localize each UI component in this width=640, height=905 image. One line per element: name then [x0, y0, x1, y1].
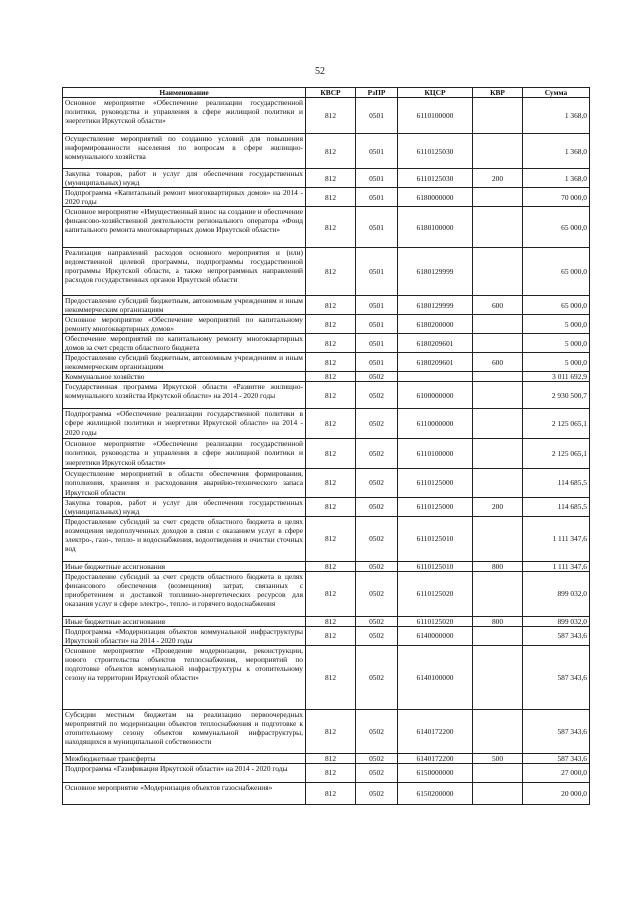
table-header-row: [63, 88, 590, 98]
cell-name: Осуществление мероприятий в области обеспечения формирования, пополнения, хранения и расходования аварийно-технического запаса Иркутской области: [63, 469, 306, 497]
cell-rzpr: 0502: [356, 709, 398, 753]
cell-kvsr: 812: [306, 353, 356, 372]
cell-name: Коммунальное хозяйство: [63, 372, 306, 382]
cell-rzpr: 0502: [356, 782, 398, 804]
cell-kcsr: 6150000000: [398, 763, 473, 782]
cell-sum: 2 125 065,1: [523, 409, 590, 439]
cell-sum: 3 011 692,9: [523, 372, 590, 382]
cell-sum: 1 368,0: [523, 134, 590, 169]
table-row: [63, 98, 590, 134]
cell-kvr: [473, 372, 523, 382]
cell-kvsr: 812: [306, 561, 356, 571]
cell-rzpr: 0502: [356, 409, 398, 439]
cell-name: Предоставление субсидий бюджетным, автономным учреждениям и иным некоммерческим организациям: [63, 353, 306, 372]
cell-name: Основное мероприятие «Проведение модернизации, реконструкции, нового строительства объектов теплоснабжения, мероприятий по подготовке объектов коммунальной инфраструктуры к отопительному сезону на территории Иркутской области»: [63, 645, 306, 709]
cell-kvr: [473, 382, 523, 409]
cell-kcsr: 6180129999: [398, 296, 473, 315]
cell-name: Основное мероприятие «Имущественный взнос на создание и обеспечение финансово-хозяйственной деятельности регионального оператора «Фонд капитального ремонта многоквартирных домов Иркутской области»: [63, 207, 306, 248]
header-kvr: КВР: [473, 88, 523, 98]
cell-kvsr: 812: [306, 207, 356, 248]
cell-rzpr: 0501: [356, 296, 398, 315]
cell-sum: 587 343,6: [523, 709, 590, 753]
cell-kcsr: 6110125020: [398, 616, 473, 626]
cell-sum: 1 111 347,6: [523, 516, 590, 561]
cell-kcsr: 6180209601: [398, 353, 473, 372]
cell-kvsr: 812: [306, 497, 356, 516]
cell-rzpr: 0501: [356, 98, 398, 134]
cell-name: Основное мероприятие «Модернизация объектов газоснабжения»: [63, 782, 306, 804]
table-row: [63, 334, 590, 353]
cell-rzpr: 0501: [356, 134, 398, 169]
cell-kcsr: 6110100000: [398, 439, 473, 469]
header-kcsr: КЦСР: [398, 88, 473, 98]
cell-sum: 587 343,6: [523, 645, 590, 709]
cell-kvr: [473, 134, 523, 169]
cell-sum: 70 000,0: [523, 188, 590, 207]
cell-kvr: [473, 469, 523, 497]
cell-kvr: 800: [473, 561, 523, 571]
cell-rzpr: 0502: [356, 571, 398, 616]
table-row: [63, 169, 590, 188]
cell-sum: 5 000,0: [523, 315, 590, 334]
cell-rzpr: 0502: [356, 469, 398, 497]
header-rzpr: РзПР: [356, 88, 398, 98]
cell-kvr: [473, 409, 523, 439]
cell-kcsr: 6110125010: [398, 561, 473, 571]
cell-kvr: [473, 98, 523, 134]
table-row: [63, 753, 590, 763]
table-row: [63, 709, 590, 753]
cell-rzpr: 0502: [356, 561, 398, 571]
table-row: [63, 469, 590, 497]
table-row: [63, 561, 590, 571]
cell-rzpr: 0502: [356, 439, 398, 469]
table-row: [63, 188, 590, 207]
cell-kvsr: 812: [306, 98, 356, 134]
cell-kvsr: 812: [306, 188, 356, 207]
table-row: [63, 763, 590, 782]
cell-name: Основное мероприятие «Обеспечение мероприятий по капитальному ремонту многоквартирных домов»: [63, 315, 306, 334]
cell-sum: 587 343,6: [523, 626, 590, 645]
cell-kvsr: 812: [306, 626, 356, 645]
cell-kvsr: 812: [306, 372, 356, 382]
cell-name: Предоставление субсидий бюджетным, автономным учреждениям и иным некоммерческим организациям: [63, 296, 306, 315]
cell-kcsr: 6110125000: [398, 469, 473, 497]
cell-sum: 899 032,0: [523, 616, 590, 626]
cell-rzpr: 0501: [356, 188, 398, 207]
cell-kvsr: 812: [306, 334, 356, 353]
cell-kvr: 600: [473, 296, 523, 315]
table-row: [63, 497, 590, 516]
cell-name: Основное мероприятие «Обеспечение реализации государственной политики, руководства и управления в сфере жилищной политики и энергетики Иркутской области»: [63, 98, 306, 134]
cell-kcsr: 6110125030: [398, 169, 473, 188]
cell-kvsr: 812: [306, 439, 356, 469]
table-row: [63, 353, 590, 372]
cell-name: Реализация направлений расходов основного мероприятия и (или) ведомственной целевой программы, подпрограммы государственной программы Иркутской области, а также непрограммных направлений расходов государственных органов Иркутской области: [63, 248, 306, 296]
cell-kcsr: 6180100000: [398, 207, 473, 248]
cell-kcsr: 6110125010: [398, 516, 473, 561]
cell-rzpr: 0502: [356, 372, 398, 382]
cell-rzpr: 0501: [356, 334, 398, 353]
cell-rzpr: 0502: [356, 753, 398, 763]
budget-table: [62, 87, 590, 805]
cell-kcsr: 6180129999: [398, 248, 473, 296]
cell-kvsr: 812: [306, 709, 356, 753]
cell-kvr: [473, 334, 523, 353]
cell-name: Иные бюджетные ассигнования: [63, 561, 306, 571]
cell-name: Осуществление мероприятий по созданию условий для повышения информированности населения по вопросам в сфере жилищно-коммунального хозяйства: [63, 134, 306, 169]
table-row: [63, 134, 590, 169]
cell-kvr: [473, 207, 523, 248]
cell-kcsr: 6110125020: [398, 571, 473, 616]
cell-sum: 114 685,5: [523, 497, 590, 516]
cell-name: Иные бюджетные ассигнования: [63, 616, 306, 626]
cell-rzpr: 0502: [356, 516, 398, 561]
cell-kvr: [473, 248, 523, 296]
cell-sum: 20 000,0: [523, 782, 590, 804]
cell-kvr: [473, 188, 523, 207]
cell-kvsr: 812: [306, 645, 356, 709]
cell-name: Государственная программа Иркутской области «Развитие жилищно-коммунального хозяйства Иркутской области» на 2014 - 2020 годы: [63, 382, 306, 409]
table-row: [63, 248, 590, 296]
cell-rzpr: 0502: [356, 626, 398, 645]
cell-name: Подпрограмма «Обеспечение реализации государственной политики в сфере жилищной политики и энергетики Иркутской области» на 2014 - 2020 годы: [63, 409, 306, 439]
cell-rzpr: 0502: [356, 645, 398, 709]
cell-kvsr: 812: [306, 409, 356, 439]
cell-kcsr: 6140000000: [398, 626, 473, 645]
cell-rzpr: 0501: [356, 353, 398, 372]
cell-name: Подпрограмма «Газификация Иркутской области» на 2014 - 2020 годы: [63, 763, 306, 782]
cell-kcsr: 6180200000: [398, 315, 473, 334]
cell-kcsr: 6150200000: [398, 782, 473, 804]
table-row: [63, 207, 590, 248]
cell-kvr: 200: [473, 497, 523, 516]
cell-rzpr: 0501: [356, 207, 398, 248]
cell-rzpr: 0501: [356, 248, 398, 296]
cell-kvr: 800: [473, 616, 523, 626]
cell-kvr: 600: [473, 353, 523, 372]
cell-kvr: 200: [473, 169, 523, 188]
cell-kvsr: 812: [306, 382, 356, 409]
page-number: 52: [315, 66, 325, 77]
cell-kvr: [473, 571, 523, 616]
cell-sum: 2 930 500,7: [523, 382, 590, 409]
cell-kcsr: [398, 372, 473, 382]
cell-kvsr: 812: [306, 516, 356, 561]
cell-sum: 1 111 347,6: [523, 561, 590, 571]
header-kvsr: КВСР: [306, 88, 356, 98]
cell-kcsr: 6100000000: [398, 382, 473, 409]
table-row: [63, 626, 590, 645]
table-row: [63, 571, 590, 616]
cell-kcsr: 6180209601: [398, 334, 473, 353]
table-row: [63, 616, 590, 626]
cell-sum: 114 685,5: [523, 469, 590, 497]
table-row: [63, 645, 590, 709]
cell-kvr: [473, 645, 523, 709]
cell-kcsr: 6140172200: [398, 753, 473, 763]
cell-sum: 5 000,0: [523, 353, 590, 372]
cell-sum: 5 000,0: [523, 334, 590, 353]
cell-kvr: [473, 626, 523, 645]
cell-sum: 587 343,6: [523, 753, 590, 763]
cell-name: Основное мероприятие «Обеспечение реализации государственной политики, руководства и управления в сфере жилищной политики и энергетики Иркутской области»: [63, 439, 306, 469]
cell-name: Предоставление субсидий за счет средств областного бюджета в целях возмещения недополученных доходов в связи с оказанием услуг в сфере электро-, газо-, тепло- и водоснабжения, водоотведения и очистки сточных вод: [63, 516, 306, 561]
cell-kcsr: 6110100000: [398, 98, 473, 134]
table-row: [63, 439, 590, 469]
cell-kvsr: 812: [306, 315, 356, 334]
cell-kvsr: 812: [306, 248, 356, 296]
cell-kvsr: 812: [306, 134, 356, 169]
header-sum: Сумма: [523, 88, 590, 98]
cell-kvsr: 812: [306, 782, 356, 804]
cell-sum: 27 000,0: [523, 763, 590, 782]
table-row: [63, 409, 590, 439]
cell-name: Подпрограмма «Капитальный ремонт многоквартирных домов» на 2014 - 2020 годы: [63, 188, 306, 207]
cell-kcsr: 6140100000: [398, 645, 473, 709]
cell-name: Субсидии местным бюджетам на реализацию первоочередных мероприятий по модернизации объектов теплоснабжения и подготовке к отопительному сезону объектов коммунальной инфраструктуры, находящихся в муниципальной собственности: [63, 709, 306, 753]
table-row: [63, 315, 590, 334]
table-row: [63, 516, 590, 561]
cell-rzpr: 0502: [356, 382, 398, 409]
cell-kvr: [473, 439, 523, 469]
cell-kvsr: 812: [306, 571, 356, 616]
header-name: Наименование: [63, 88, 306, 98]
cell-kcsr: 6110125030: [398, 134, 473, 169]
cell-sum: 1 368,0: [523, 98, 590, 134]
cell-sum: 65 000,0: [523, 248, 590, 296]
cell-rzpr: 0502: [356, 763, 398, 782]
cell-sum: 65 000,0: [523, 296, 590, 315]
cell-kcsr: 6140172200: [398, 709, 473, 753]
cell-kcsr: 6180000000: [398, 188, 473, 207]
cell-kvr: [473, 709, 523, 753]
cell-sum: 1 368,0: [523, 169, 590, 188]
table-row: [63, 382, 590, 409]
cell-name: Подпрограмма «Модернизация объектов коммунальной инфраструктуры Иркутской области» на 2014 - 2020 годы: [63, 626, 306, 645]
table-row: [63, 782, 590, 804]
cell-kvr: [473, 782, 523, 804]
cell-name: Межбюджетные трансферты: [63, 753, 306, 763]
cell-kvsr: 812: [306, 296, 356, 315]
cell-rzpr: 0502: [356, 497, 398, 516]
cell-rzpr: 0501: [356, 169, 398, 188]
cell-kvsr: 812: [306, 469, 356, 497]
cell-kvr: [473, 516, 523, 561]
table-row: [63, 296, 590, 315]
cell-kvr: [473, 315, 523, 334]
cell-name: Предоставление субсидий за счет средств областного бюджета в целях финансового обеспечения (возмещения) затрат, связанных с приобретением и доставкой топливно-энергетических ресурсов для оказания услуг в сфере электро-, тепло- и горячего водоснабжения: [63, 571, 306, 616]
cell-kvr: [473, 763, 523, 782]
cell-kvsr: 812: [306, 169, 356, 188]
table-row: [63, 372, 590, 382]
cell-kvsr: 812: [306, 753, 356, 763]
cell-name: Обеспечение мероприятий по капитальному ремонту многоквартирных домов за счет средств областного бюджета: [63, 334, 306, 353]
cell-name: Закупка товаров, работ и услуг для обеспечения государственных (муниципальных) нужд: [63, 497, 306, 516]
cell-rzpr: 0502: [356, 616, 398, 626]
cell-sum: 2 125 065,1: [523, 439, 590, 469]
cell-sum: 899 032,0: [523, 571, 590, 616]
cell-sum: 65 000,0: [523, 207, 590, 248]
cell-rzpr: 0501: [356, 315, 398, 334]
cell-name: Закупка товаров, работ и услуг для обеспечения государственных (муниципальных) нужд: [63, 169, 306, 188]
cell-kvsr: 812: [306, 763, 356, 782]
cell-kvr: 500: [473, 753, 523, 763]
cell-kcsr: 6110125000: [398, 497, 473, 516]
cell-kvsr: 812: [306, 616, 356, 626]
cell-kcsr: 6110000000: [398, 409, 473, 439]
